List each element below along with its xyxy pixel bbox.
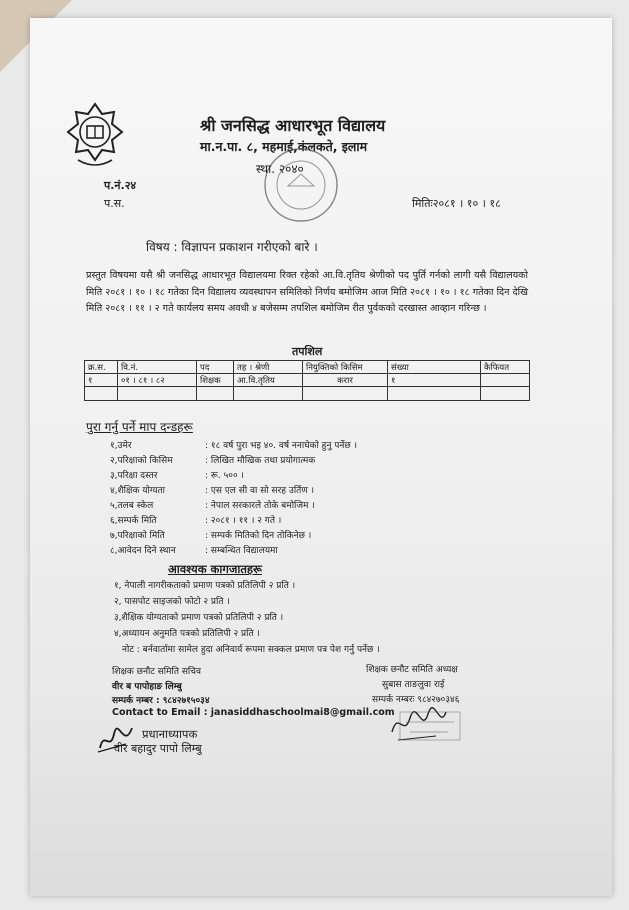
documents-note: नोट : बर्नवार्तामा सामेल हुदा अनिवार्य रूपमा सक्कल प्रमाण पत्र पेश गर्नु पर्नेछ । bbox=[122, 645, 380, 655]
headteacher-name: वीर बहादुर पापो लिम्बु bbox=[114, 742, 202, 755]
table-header-cell: नियुक्तिको किसिम bbox=[303, 361, 388, 374]
table-header-cell: वि.नं. bbox=[118, 361, 197, 374]
table-row-empty bbox=[85, 387, 530, 401]
table-cell: शिक्षक bbox=[197, 374, 234, 387]
letter-date: मितिः२०८१ । १० । १८ bbox=[412, 197, 501, 210]
secretary-phone: सम्पर्क नम्बर : ९८४२७१५०३४ bbox=[112, 696, 210, 706]
reference-number: प.नं.२४ bbox=[104, 179, 137, 192]
document-item: २, पासपोट साइजको फोटो २ प्रति । bbox=[114, 597, 230, 607]
chair-name: सुबास ताङलुवा राई bbox=[382, 680, 445, 690]
table-cell: आ.वि.तृतिय bbox=[234, 374, 303, 387]
table-header-cell: तह । श्रेणी bbox=[234, 361, 303, 374]
table-cell: १ bbox=[85, 374, 118, 387]
document-item: १, नेपाली नागरीकताको प्रमाण पत्रको प्रतिलिपी २ प्रति । bbox=[114, 581, 296, 591]
table-cell: करार bbox=[303, 374, 388, 387]
table-cell: १ bbox=[388, 374, 481, 387]
table-header-cell: क्र.स. bbox=[85, 361, 118, 374]
school-address: मा.न.पा. ८, महमाई,कंलकते, इलाम bbox=[200, 139, 368, 154]
ps-label: प.स. bbox=[104, 197, 125, 210]
subject-line: विषय : विज्ञापन प्रकाशन गरीएको बारे । bbox=[146, 240, 318, 254]
table-header-row bbox=[85, 361, 530, 374]
document-item: ३,शैक्षिक योग्यताको प्रमाण पत्रको प्रतिलिपी २ प्रति । bbox=[114, 613, 284, 623]
table-row bbox=[85, 374, 530, 387]
chair-title: शिक्षक छनौट समिति अध्यक्ष bbox=[366, 665, 458, 675]
table-header-cell: पद bbox=[197, 361, 234, 374]
chair-stamp-icon bbox=[378, 698, 468, 748]
details-table-title: तपशिल bbox=[292, 345, 323, 358]
contact-email: Contact to Email : janasiddhaschoolmai8@gmail.com bbox=[112, 707, 395, 718]
school-name: श्री जनसिद्ध आधारभूत विद्यालय bbox=[200, 116, 386, 135]
documents-title: आवश्यक कागजातहरू bbox=[168, 562, 262, 576]
table-header-cell: कैफियत bbox=[481, 361, 530, 374]
established-year: स्था. २०४० bbox=[256, 162, 304, 176]
notice-body: प्रस्तुत विषयमा यसै श्री जनसिद्ध आधारभूत विद्यालयमा रिक्त रहेको आ.वि.तृतिय श्रेणीको पद पुर्ति गर्नको लागी यसै विद्यालयको मिति २०८१ । १० । १८ गतेका दिन विद्यालय व्यवस्थापन समितिको निर्णय बमोजिम आज मिति २०८१ । १० । १८ गतेका दिन देखि मिति २०८१ । ११ । २ गते कार्यलय समय अवधी ४ बजेसम्म तपशिल बमोजिम रीत पुर्वकको दरखास्त आव्हान गरिन्छ । bbox=[86, 270, 528, 314]
document-item: ४,अध्यायन अनुमति पत्रको प्रतिलिपी २ प्रति । bbox=[114, 629, 260, 639]
table-cell: ०१ । ८१ । ८२ bbox=[118, 374, 197, 387]
table-header-cell: संख्या bbox=[388, 361, 481, 374]
details-table bbox=[84, 360, 530, 401]
school-round-stamp-icon bbox=[262, 146, 340, 224]
secretary-title: शिक्षक छनौट समिति सचिव bbox=[112, 667, 201, 677]
school-emblem-icon bbox=[66, 102, 124, 172]
secretary-name: वीर ब पापोहाङ लिम्बु bbox=[112, 682, 182, 692]
table-cell bbox=[481, 374, 530, 387]
headteacher-title: प्रधानाध्यापक bbox=[142, 727, 198, 741]
requirements-title: पुरा गर्नु पर्ने माप दन्डहरू bbox=[86, 420, 193, 434]
chair-phone: सम्पर्क नम्बरः ९८४२७०३४६ bbox=[372, 695, 460, 705]
